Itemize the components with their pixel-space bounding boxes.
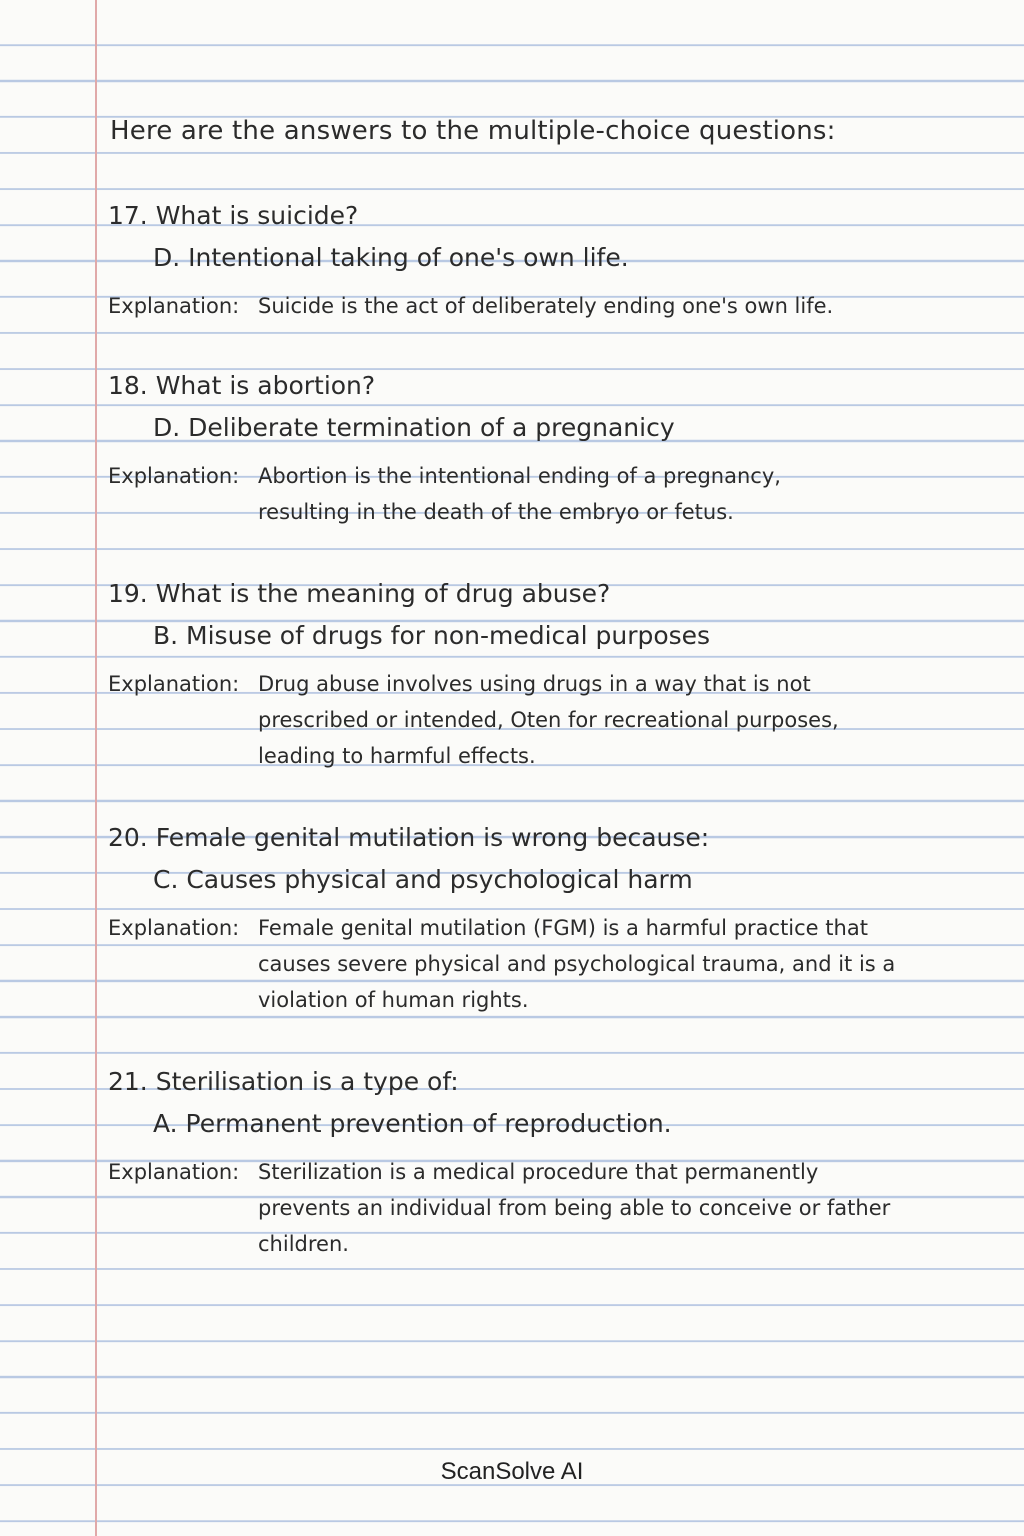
answer-19: B. Misuse of drugs for non-medical purposes (153, 621, 711, 650)
explanation-18 (108, 458, 988, 530)
notebook-margin-line (95, 0, 97, 1536)
explanation-label: Explanation: (108, 464, 240, 488)
qa-item-21 (108, 1064, 988, 1262)
question-18: 18. What is abortion? (108, 371, 376, 400)
question-21: 21. Sterilisation is a type of: (108, 1067, 459, 1096)
answer-21: A. Permanent prevention of reproduction. (153, 1109, 672, 1138)
question-19: 19. What is the meaning of drug abuse? (108, 579, 611, 608)
explanation-20 (108, 910, 988, 1018)
explanation-text-19: Drug abuse involves using drugs in a way that is not prescribed or intended, Oten for recreational purposes, leading to harmful effects. (258, 672, 839, 768)
explanation-text-21: Sterilization is a medical procedure that permanently prevents an individual from being able to conceive or father children. (258, 1160, 891, 1256)
qa-item-18 (108, 368, 988, 530)
qa-item-17 (108, 198, 988, 324)
explanation-19 (108, 666, 988, 774)
explanation-label: Explanation: (108, 672, 240, 696)
qa-item-20 (108, 820, 988, 1018)
answer-17: D. Intentional taking of one's own life. (153, 243, 629, 272)
intro-text: Here are the answers to the multiple-choice questions: (110, 116, 836, 146)
question-17: 17. What is suicide? (108, 201, 359, 230)
explanation-21 (108, 1154, 988, 1262)
answer-18: D. Deliberate termination of a pregnanicy (153, 413, 675, 442)
question-20: 20. Female genital mutilation is wrong because: (108, 823, 710, 852)
answer-20: C. Causes physical and psychological harm (153, 865, 693, 894)
explanation-label: Explanation: (108, 1160, 240, 1184)
explanation-text-18: Abortion is the intentional ending of a pregnancy, resulting in the death of the embryo or fetus. (258, 464, 781, 524)
explanation-text-20: Female genital mutilation (FGM) is a harmful practice that causes severe physical and psychological trauma, and it is a violation of human rights. (258, 916, 896, 1012)
brand-footer: ScanSolve AI (440, 1458, 584, 1485)
qa-item-19 (108, 576, 988, 774)
explanation-17 (108, 288, 988, 324)
explanation-text-17: Suicide is the act of deliberately ending one's own life. (258, 294, 834, 318)
explanation-label: Explanation: (108, 294, 240, 318)
explanation-label: Explanation: (108, 916, 240, 940)
